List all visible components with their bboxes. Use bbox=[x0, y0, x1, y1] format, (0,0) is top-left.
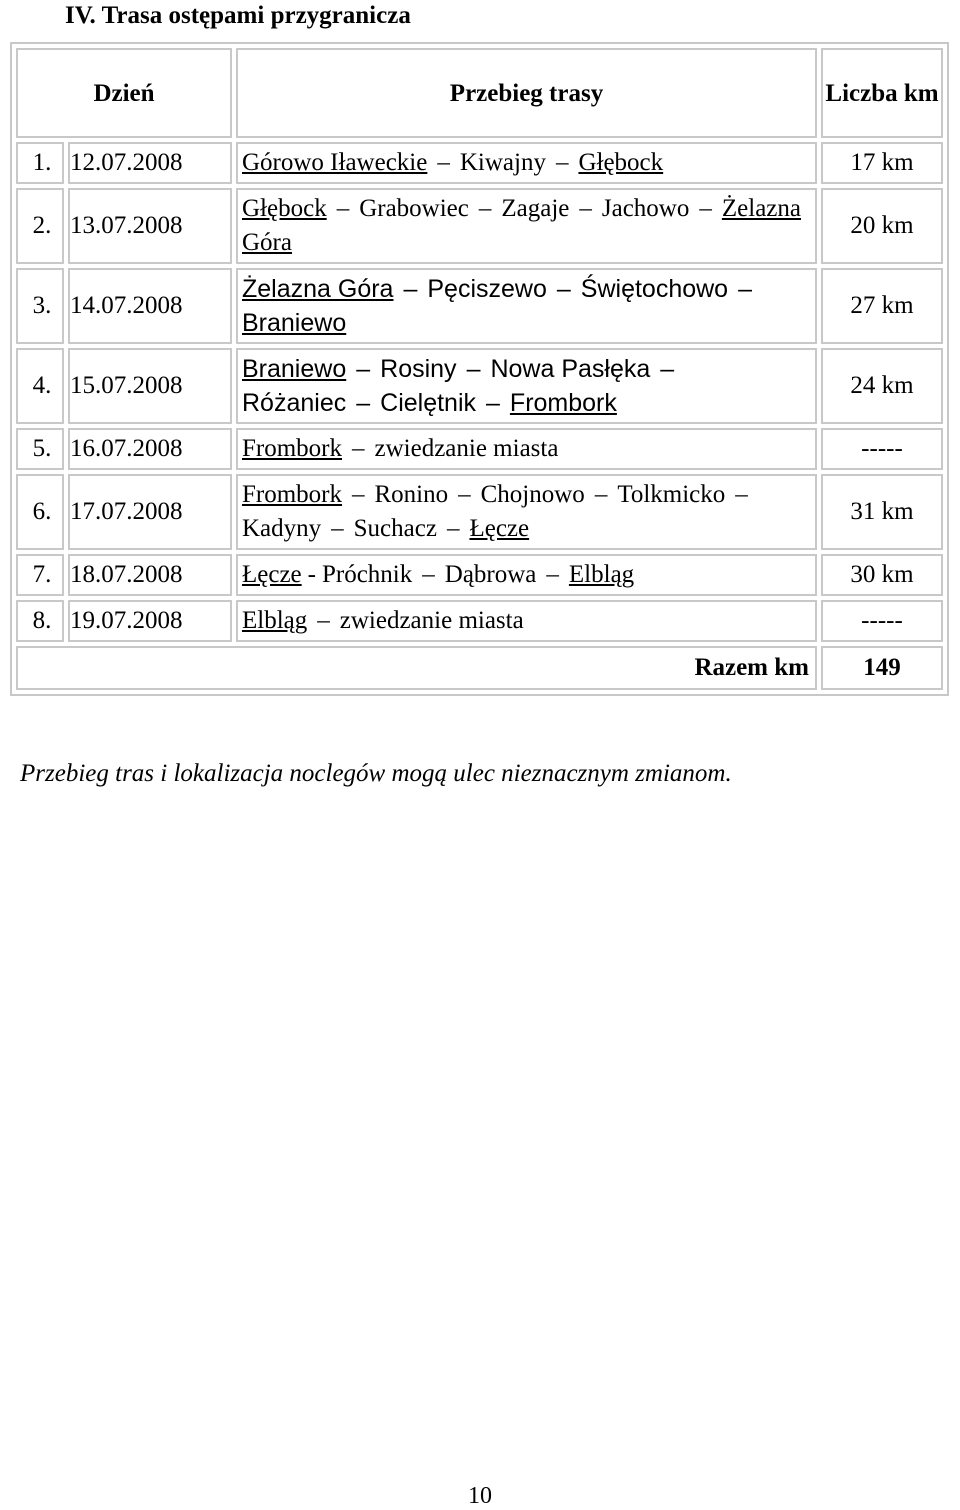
day-number: 5. bbox=[16, 428, 64, 470]
route-rows bbox=[16, 142, 943, 642]
day-number: 3. bbox=[16, 268, 64, 344]
route-link[interactable]: Łęcze bbox=[242, 561, 302, 588]
route-link[interactable]: Frombork bbox=[242, 481, 342, 508]
route-link[interactable]: Żelazna Góra bbox=[242, 195, 801, 256]
route-place: Chojnowo bbox=[480, 481, 585, 508]
route-link[interactable]: Braniewo bbox=[242, 309, 347, 337]
table-row bbox=[16, 554, 943, 596]
route-separator: – bbox=[356, 389, 371, 417]
route-link[interactable]: Elbląg bbox=[242, 607, 308, 634]
route-separator: – bbox=[446, 515, 460, 542]
route-description bbox=[236, 348, 817, 424]
total-row bbox=[16, 646, 943, 690]
route-separator: - bbox=[307, 561, 316, 588]
distance-km: 30 km bbox=[821, 554, 943, 596]
route-link[interactable]: Frombork bbox=[242, 435, 342, 462]
route-place: Nowa Pasłęka bbox=[490, 355, 651, 383]
day-date: 14.07.2008 bbox=[68, 268, 232, 344]
table-row bbox=[16, 428, 943, 470]
route-separator: – bbox=[579, 195, 592, 222]
distance-km: 31 km bbox=[821, 474, 943, 550]
route-place: Kadyny bbox=[242, 515, 322, 542]
route-place: Pęciszewo bbox=[427, 275, 547, 303]
route-description bbox=[236, 268, 817, 344]
day-date: 18.07.2008 bbox=[68, 554, 232, 596]
route-description bbox=[236, 474, 817, 550]
route-separator: – bbox=[555, 149, 569, 176]
route-separator: – bbox=[556, 275, 571, 303]
route-place: zwiedzanie miasta bbox=[339, 607, 524, 634]
route-description bbox=[236, 554, 817, 596]
header-row bbox=[16, 48, 943, 138]
route-separator: – bbox=[331, 515, 344, 542]
route-separator: – bbox=[403, 275, 418, 303]
route-place: Grabowiec bbox=[359, 195, 469, 222]
table-row bbox=[16, 348, 943, 424]
total-value: 149 bbox=[821, 646, 943, 690]
route-link[interactable]: Głębock bbox=[242, 195, 327, 222]
day-number: 7. bbox=[16, 554, 64, 596]
route-link[interactable]: Elbląg bbox=[568, 561, 635, 588]
distance-km: 17 km bbox=[821, 142, 943, 184]
header-day: Dzień bbox=[16, 48, 232, 138]
route-separator: – bbox=[437, 149, 450, 176]
day-date: 15.07.2008 bbox=[68, 348, 232, 424]
distance-km: ----- bbox=[821, 600, 943, 642]
table-row bbox=[16, 142, 943, 184]
table-row bbox=[16, 188, 943, 264]
day-date: 17.07.2008 bbox=[68, 474, 232, 550]
day-number: 2. bbox=[16, 188, 64, 264]
table-row bbox=[16, 268, 943, 344]
day-number: 4. bbox=[16, 348, 64, 424]
route-place: Świętochowo bbox=[580, 275, 729, 303]
route-place: Ronino bbox=[374, 481, 449, 508]
route-place: Próchnik bbox=[321, 561, 413, 588]
route-place: zwiedzanie miasta bbox=[374, 435, 559, 462]
route-link[interactable]: Głębock bbox=[578, 149, 664, 176]
distance-km: 27 km bbox=[821, 268, 943, 344]
distance-km: 24 km bbox=[821, 348, 943, 424]
route-separator: – bbox=[478, 195, 492, 222]
route-separator: – bbox=[699, 195, 712, 222]
day-date: 12.07.2008 bbox=[68, 142, 232, 184]
route-link[interactable]: Braniewo bbox=[242, 355, 347, 383]
distance-km: ----- bbox=[821, 428, 943, 470]
route-separator: – bbox=[466, 355, 481, 383]
route-separator: – bbox=[660, 355, 675, 383]
header-route: Przebieg trasy bbox=[236, 48, 817, 138]
route-place: Tolkmicko bbox=[617, 481, 726, 508]
route-separator: – bbox=[336, 195, 350, 222]
route-place: Suchacz bbox=[353, 515, 437, 542]
route-place: Różaniec bbox=[242, 389, 347, 417]
route-link[interactable]: Górowo Iławeckie bbox=[242, 149, 428, 176]
route-place: Jachowo bbox=[601, 195, 690, 222]
route-description bbox=[236, 600, 817, 642]
table-row bbox=[16, 474, 943, 550]
route-link[interactable]: Łęcze bbox=[469, 515, 530, 542]
route-separator: – bbox=[317, 607, 330, 634]
route-place: Dąbrowa bbox=[444, 561, 537, 588]
distance-km: 20 km bbox=[821, 188, 943, 264]
route-place: Zagaje bbox=[501, 195, 570, 222]
route-separator: – bbox=[458, 481, 471, 508]
route-separator: – bbox=[594, 481, 608, 508]
day-date: 19.07.2008 bbox=[68, 600, 232, 642]
route-separator: – bbox=[486, 389, 500, 417]
day-date: 16.07.2008 bbox=[68, 428, 232, 470]
day-number: 8. bbox=[16, 600, 64, 642]
route-separator: – bbox=[738, 275, 752, 303]
route-place: Rosiny bbox=[380, 355, 457, 383]
route-place: Cielętnik bbox=[380, 389, 477, 417]
day-number: 1. bbox=[16, 142, 64, 184]
day-number: 6. bbox=[16, 474, 64, 550]
route-link[interactable]: Frombork bbox=[509, 389, 617, 417]
table-row bbox=[16, 600, 943, 642]
route-separator: – bbox=[546, 561, 559, 588]
page-number: 10 bbox=[468, 1483, 492, 1509]
total-label: Razem km bbox=[16, 646, 817, 690]
route-table bbox=[10, 42, 949, 696]
route-separator: – bbox=[352, 435, 365, 462]
header-km: Liczba km bbox=[821, 48, 943, 138]
route-separator: – bbox=[352, 481, 365, 508]
route-link[interactable]: Żelazna Góra bbox=[242, 275, 394, 303]
page-heading: IV. Trasa ostępami przygranicza bbox=[65, 2, 411, 29]
route-description bbox=[236, 428, 817, 470]
footnote: Przebieg tras i lokalizacja noclegów mogą ulec nieznacznym zmianom. bbox=[20, 760, 732, 787]
route-description bbox=[236, 188, 817, 264]
day-date: 13.07.2008 bbox=[68, 188, 232, 264]
route-description bbox=[236, 142, 817, 184]
route-separator: – bbox=[422, 561, 435, 588]
route-separator: – bbox=[735, 481, 748, 508]
route-place: Kiwajny bbox=[459, 149, 546, 176]
route-separator: – bbox=[356, 355, 371, 383]
